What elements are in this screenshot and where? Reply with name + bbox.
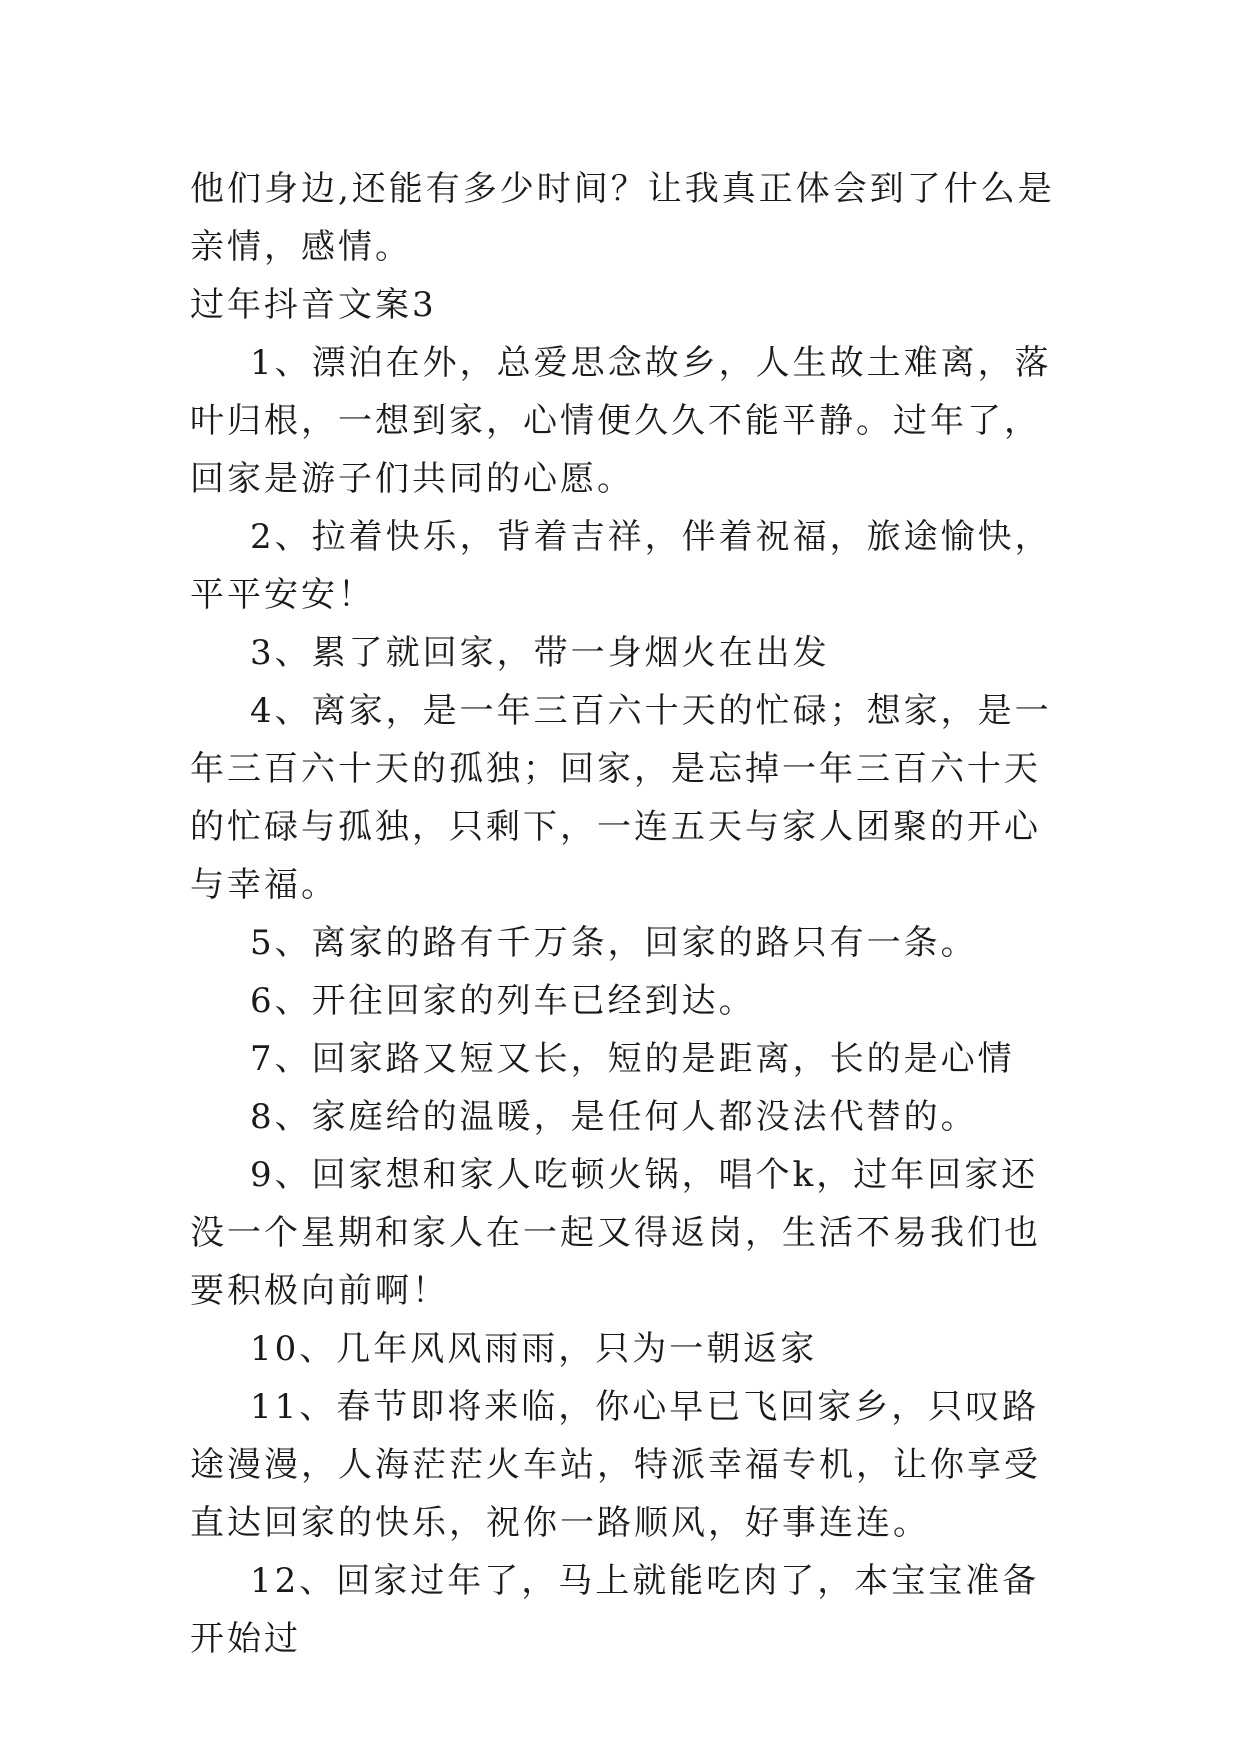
list-item: 8、家庭给的温暖，是任何人都没法代替的。 — [250, 1097, 978, 1137]
list-item: 3、累了就回家，带一身烟火在出发 — [250, 633, 830, 673]
list-item: 5、离家的路有千万条，回家的路只有一条。 — [250, 923, 978, 963]
list-item: 10、几年风风雨雨，只为一朝返家 — [250, 1329, 818, 1369]
list-item: 4、离家，是一年三百六十天的忙碌；想家，是一年三百六十天的孤独；回家，是忘掉一年三百六十天的忙碌与孤独，只剩下，一连五天与家人团聚的开心与幸福。 — [190, 691, 1052, 905]
intro-paragraph: 他们身边,还能有多少时间？让我真正体会到了什么是亲情，感情。 — [190, 169, 1055, 267]
list-item: 6、开往回家的列车已经到达。 — [250, 981, 756, 1021]
list-item: 11、春节即将来临，你心早已飞回家乡，只叹路途漫漫，人海茫茫火车站，特派幸福专机，让你享受直达回家的快乐，祝你一路顺风，好事连连。 — [190, 1387, 1041, 1543]
list-item: 1、漂泊在外，总爱思念故乡，人生故土难离，落叶归根，一想到家，心情便久久不能平静。过年了，回家是游子们共同的心愿。 — [190, 343, 1052, 499]
section-title: 过年抖音文案3 — [190, 285, 437, 325]
document-body — [190, 160, 1070, 1668]
list-item: 12、回家过年了，马上就能吃肉了，本宝宝准备开始过 — [190, 1561, 1040, 1659]
list-item: 7、回家路又短又长，短的是距离，长的是心情 — [250, 1039, 1015, 1079]
list-item: 9、回家想和家人吃顿火锅，唱个k，过年回家还没一个星期和家人在一起又得返岗，生活不易我们也要积极向前啊！ — [190, 1155, 1041, 1311]
list-item: 2、拉着快乐，背着吉祥，伴着祝福，旅途愉快，平平安安！ — [190, 517, 1052, 615]
